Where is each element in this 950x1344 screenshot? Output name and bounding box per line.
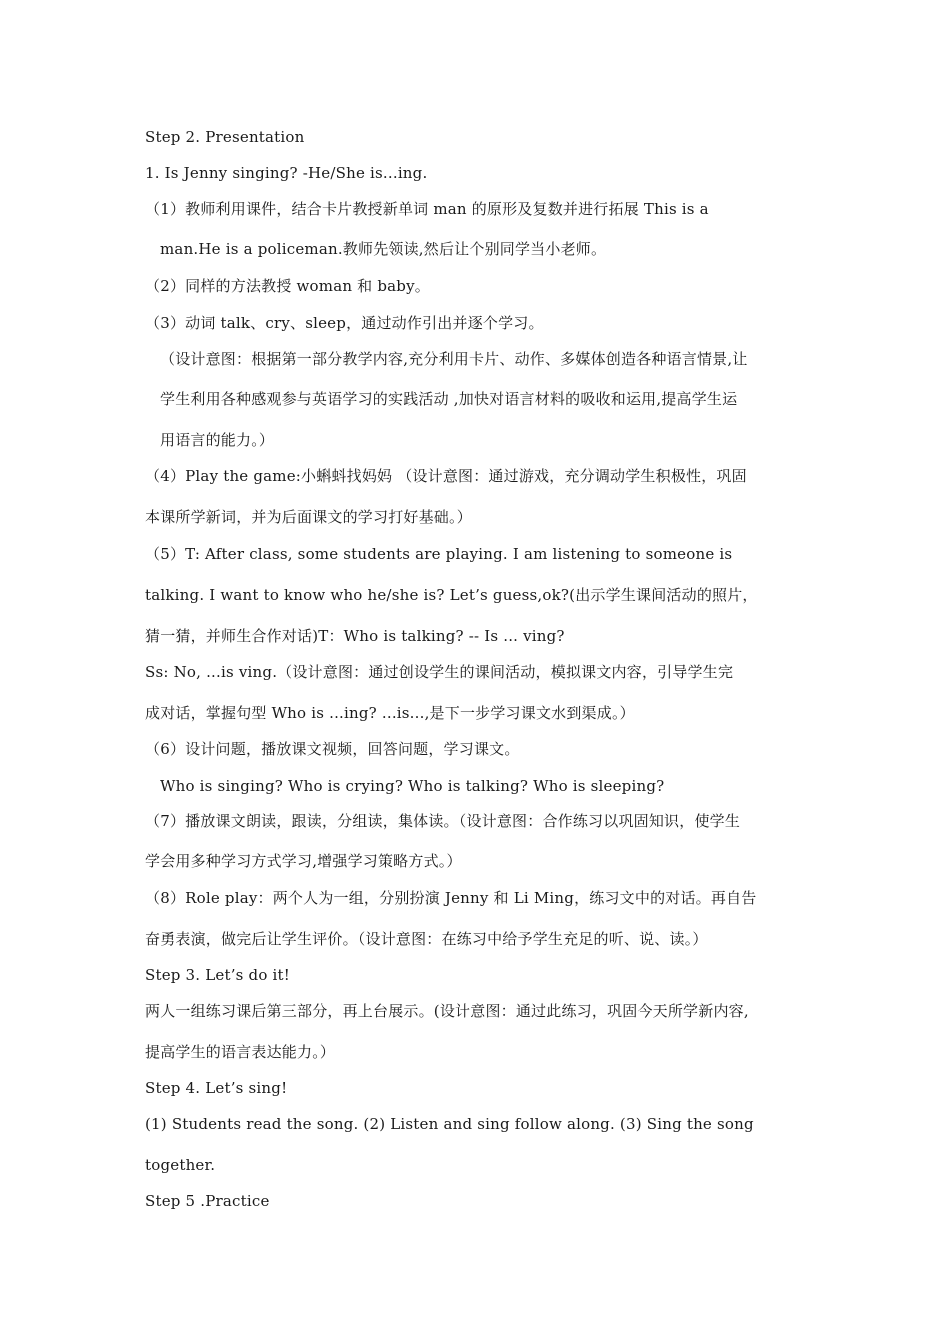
para-8-line-1: （8）Role play：两个人为一组，分别扮演 Jenny 和 Li Ming，练习文中的对话。再自告 <box>145 889 757 907</box>
para-5-line-4: Ss: No, ...is ving.（设计意图：通过创设学生的课间活动，模拟课文内容，引导学生完 <box>145 663 734 681</box>
para-7-line-1: （7）播放课文朗读，跟读，分组读，集体读。（设计意图：合作练习以巩固知识，使学生 <box>145 812 741 830</box>
item-1-question: 1. Is Jenny singing? -He/She is...ing. <box>145 164 428 182</box>
para-5-line-3: 猜一猜，并师生合作对话)T：Who is talking? -- Is ... ving? <box>145 627 565 645</box>
para-1-line-2: man.He is a policeman.教师先领读,然后让个别同学当小老师。 <box>160 240 607 258</box>
design-note-1-line-3: 用语言的能力。） <box>160 431 275 449</box>
step5-heading: Step 5 .Practice <box>145 1192 270 1210</box>
step2-heading: Step 2. Presentation <box>145 128 305 146</box>
step3-line-1: 两人一组练习课后第三部分，再上台展示。(设计意图：通过此练习，巩固今天所学新内容, <box>145 1002 749 1020</box>
para-5-line-5: 成对话，掌握句型 Who is ...ing? ...is...,是下一步学习课文水到渠成。） <box>145 704 635 722</box>
para-7-line-2: 学会用多种学习方式学习,增强学习策略方式。） <box>145 852 462 870</box>
para-4-line-2: 本课所学新词，并为后面课文的学习打好基础。） <box>145 508 472 526</box>
design-note-1-line-1: （设计意图：根据第一部分教学内容,充分利用卡片、动作、多媒体创造各种语言情景,让 <box>160 350 748 368</box>
step4-heading: Step 4. Let’s sing! <box>145 1079 288 1097</box>
para-3: （3）动词 talk、cry、sleep，通过动作引出并逐个学习。 <box>145 314 544 332</box>
para-5-line-2: talking. I want to know who he/she is? Let’s guess,ok?(出示学生课间活动的照片， <box>145 586 758 604</box>
para-6-questions: Who is singing? Who is crying? Who is talking? Who is sleeping? <box>160 777 665 795</box>
para-4-line-1: （4）Play the game:小蝌蚪找妈妈 （设计意图：通过游戏，充分调动学生积极性，巩固 <box>145 467 747 485</box>
step3-line-2: 提高学生的语言表达能力。） <box>145 1043 336 1061</box>
design-note-1-line-2: 学生利用各种感观参与英语学习的实践活动 ,加快对语言材料的吸收和运用,提高学生运 <box>160 390 738 408</box>
step4-line-1: (1) Students read the song. (2) Listen and sing follow along. (3) Sing the song <box>145 1115 754 1133</box>
para-6: （6）设计问题，播放课文视频，回答问题，学习课文。 <box>145 740 520 758</box>
para-5-line-1: （5）T: After class, some students are playing. I am listening to someone is <box>145 545 733 563</box>
para-8-line-2: 奋勇表演，做完后让学生评价。（设计意图：在练习中给予学生充足的听、说、读。） <box>145 930 708 948</box>
para-2: （2）同样的方法教授 woman 和 baby。 <box>145 277 430 295</box>
para-1-line-1: （1）教师利用课件，结合卡片教授新单词 man 的原形及复数并进行拓展 This is a <box>145 200 709 218</box>
step3-heading: Step 3. Let’s do it! <box>145 966 290 984</box>
step4-line-2: together. <box>145 1156 216 1174</box>
